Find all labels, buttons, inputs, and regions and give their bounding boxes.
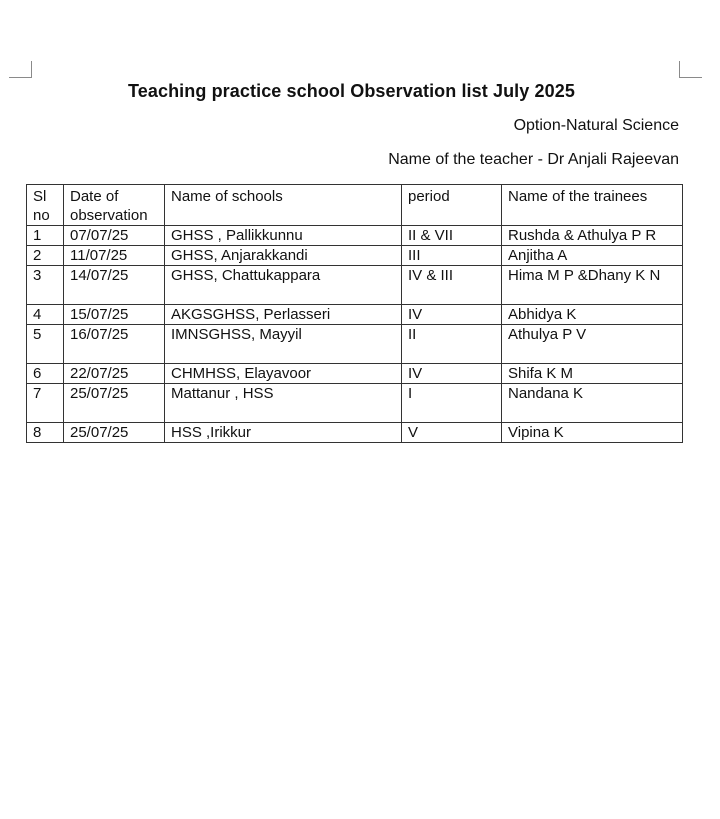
cell-school: IMNSGHSS, Mayyil (165, 325, 402, 364)
page-corner-mark-right (679, 61, 702, 78)
cell-school: GHSS, Anjarakkandi (165, 246, 402, 266)
cell-school: AKGSGHSS, Perlasseri (165, 305, 402, 325)
cell-period: I (402, 384, 502, 423)
cell-period: III (402, 246, 502, 266)
cell-period: IV (402, 364, 502, 384)
table-header-row (27, 185, 683, 226)
cell-trainees: Hima M P &Dhany K N (502, 266, 683, 305)
cell-sl: 5 (27, 325, 64, 364)
table-row (27, 364, 683, 384)
cell-sl: 2 (27, 246, 64, 266)
table-row (27, 325, 683, 364)
cell-date: 11/07/25 (64, 246, 165, 266)
cell-school: CHMHSS, Elayavoor (165, 364, 402, 384)
cell-trainees: Shifa K M (502, 364, 683, 384)
cell-school: GHSS, Chattukappara (165, 266, 402, 305)
cell-trainees: Anjitha A (502, 246, 683, 266)
header-school: Name of schools (165, 185, 402, 226)
teacher-line: Name of the teacher - Dr Anjali Rajeevan (388, 151, 679, 168)
cell-sl: 7 (27, 384, 64, 423)
cell-school: GHSS , Pallikkunnu (165, 226, 402, 246)
header-period: period (402, 185, 502, 226)
cell-school: HSS ,Irikkur (165, 423, 402, 443)
observation-table (26, 184, 683, 443)
cell-period: IV (402, 305, 502, 325)
option-line: Option-Natural Science (513, 117, 679, 134)
cell-date: 14/07/25 (64, 266, 165, 305)
page-corner-mark-left (9, 61, 32, 78)
table-row (27, 266, 683, 305)
cell-date: 25/07/25 (64, 423, 165, 443)
cell-period: II (402, 325, 502, 364)
cell-period: IV & III (402, 266, 502, 305)
cell-trainees: Rushda & Athulya P R (502, 226, 683, 246)
cell-sl: 3 (27, 266, 64, 305)
header-sl-no: Sl no (27, 185, 64, 226)
cell-period: II & VII (402, 226, 502, 246)
cell-date: 16/07/25 (64, 325, 165, 364)
table-row (27, 305, 683, 325)
cell-school: Mattanur , HSS (165, 384, 402, 423)
cell-date: 22/07/25 (64, 364, 165, 384)
cell-period: V (402, 423, 502, 443)
cell-date: 25/07/25 (64, 384, 165, 423)
header-trainees: Name of the trainees (502, 185, 683, 226)
cell-sl: 8 (27, 423, 64, 443)
header-date: Date of observation (64, 185, 165, 226)
cell-trainees: Vipina K (502, 423, 683, 443)
table-row (27, 246, 683, 266)
cell-trainees: Athulya P V (502, 325, 683, 364)
cell-sl: 1 (27, 226, 64, 246)
cell-sl: 4 (27, 305, 64, 325)
table-row (27, 423, 683, 443)
cell-trainees: Nandana K (502, 384, 683, 423)
cell-sl: 6 (27, 364, 64, 384)
document-title: Teaching practice school Observation list July 2025 (128, 81, 575, 101)
cell-trainees: Abhidya K (502, 305, 683, 325)
cell-date: 07/07/25 (64, 226, 165, 246)
table-row (27, 384, 683, 423)
cell-date: 15/07/25 (64, 305, 165, 325)
table-row (27, 226, 683, 246)
